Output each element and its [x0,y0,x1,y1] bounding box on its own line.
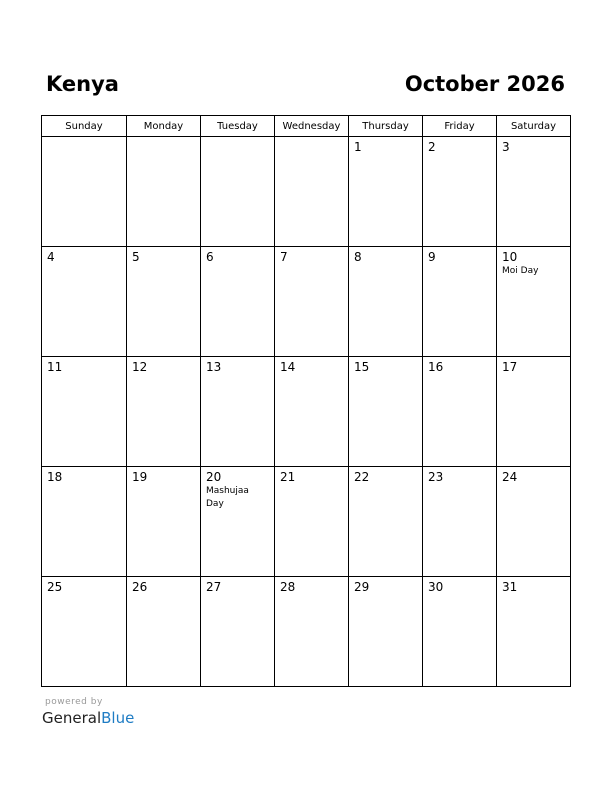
day-cell [423,577,497,687]
week-row [42,577,571,687]
day-cell [201,137,275,247]
day-cell [42,467,127,577]
day-cell [42,577,127,687]
day-number: 20 [206,470,222,484]
day-cell [497,467,571,577]
day-cell [423,467,497,577]
day-number: 19 [132,470,148,484]
footer-branding [42,697,134,728]
week-row [42,357,571,467]
week-row [42,467,571,577]
day-cell [349,247,423,357]
day-number: 8 [354,250,362,264]
day-cell [497,137,571,247]
day-number: 18 [47,470,63,484]
day-number: 21 [280,470,296,484]
day-cell [201,467,275,577]
day-number: 3 [502,140,510,154]
day-number: 25 [47,580,63,594]
powered-by-text: powered by [45,697,103,707]
day-number [275,137,348,140]
day-cell [423,247,497,357]
day-cell [423,137,497,247]
logo-blue-text: Blue [101,709,135,727]
weekday-header: Monday [127,116,201,137]
weekday-header: Friday [423,116,497,137]
country-title: Kenya [46,72,119,96]
weekday-header: Wednesday [275,116,349,137]
week-row [42,137,571,247]
day-number: 13 [206,360,222,374]
holiday-label: Moi Day [502,266,539,276]
day-cell [275,357,349,467]
day-cell [127,357,201,467]
day-cell [275,467,349,577]
day-number: 17 [502,360,518,374]
day-cell [349,357,423,467]
weekday-header: Saturday [497,116,571,137]
calendar-grid [41,115,571,687]
day-number: 30 [428,580,444,594]
month-year-title: October 2026 [404,72,565,96]
day-cell [497,577,571,687]
day-number: 15 [354,360,370,374]
day-cell [127,247,201,357]
generalblue-logo [42,708,134,728]
day-number: 10 [502,250,518,264]
day-cell [42,357,127,467]
day-cell [127,577,201,687]
day-cell [423,357,497,467]
day-cell [349,137,423,247]
day-number: 22 [354,470,370,484]
day-cell [42,137,127,247]
day-cell [127,467,201,577]
day-number: 26 [132,580,148,594]
day-number: 9 [428,250,436,264]
weekday-header: Sunday [42,116,127,137]
day-number: 27 [206,580,222,594]
day-cell [201,247,275,357]
weekday-header: Tuesday [201,116,275,137]
day-cell [201,577,275,687]
day-cell [275,137,349,247]
day-number [127,137,200,140]
day-cell [42,247,127,357]
weekday-header-row [42,116,571,137]
day-number: 29 [354,580,370,594]
day-number: 23 [428,470,444,484]
day-number: 16 [428,360,444,374]
day-cell [275,577,349,687]
day-number: 1 [354,140,362,154]
day-cell [349,467,423,577]
day-number: 5 [132,250,140,264]
day-cell [127,137,201,247]
day-number: 7 [280,250,288,264]
logo-general-text: General [42,709,102,727]
day-number: 4 [47,250,55,264]
day-number: 12 [132,360,148,374]
day-number [42,137,126,140]
day-cell [349,577,423,687]
day-cell [497,357,571,467]
day-cell [275,247,349,357]
day-cell [201,357,275,467]
week-row [42,247,571,357]
day-number: 24 [502,470,518,484]
day-number: 2 [428,140,436,154]
weekday-header: Thursday [349,116,423,137]
day-number: 6 [206,250,214,264]
day-number: 11 [47,360,63,374]
day-cell [497,247,571,357]
day-number: 14 [280,360,296,374]
day-number [201,137,274,140]
holiday-label: Mashujaa Day [206,486,249,509]
day-number: 31 [502,580,518,594]
day-number: 28 [280,580,296,594]
